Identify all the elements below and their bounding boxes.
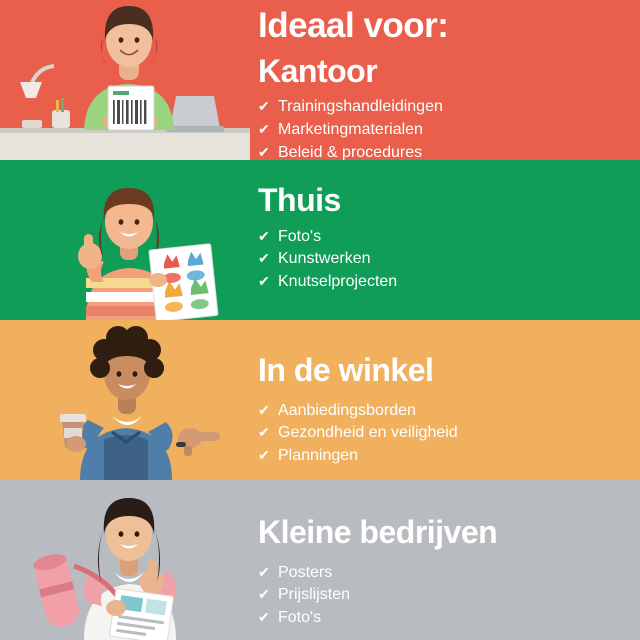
section-thuis [0, 160, 640, 320]
girl-holding-handprint-artwork-photo [0, 160, 250, 320]
check-icon: ✔ [258, 563, 270, 580]
bullet-list-kantoor [258, 96, 640, 160]
content-kantoor [250, 0, 640, 160]
list-item [258, 248, 640, 271]
check-icon: ✔ [258, 143, 270, 160]
check-icon: ✔ [258, 273, 270, 290]
woman-with-coffee-pointing-photo [0, 320, 250, 480]
list-item-label: Trainingshandleidingen [278, 98, 443, 116]
photo-winkel [0, 320, 250, 480]
list-item [258, 422, 640, 445]
content-thuis [250, 160, 640, 294]
heading-kleine-bedrijven: Kleine bedrijven [258, 514, 498, 550]
list-item [258, 607, 640, 630]
check-icon: ✔ [258, 98, 270, 115]
list-item-label: Planningen [278, 447, 359, 465]
woman-holding-booklet-photo [0, 0, 250, 160]
list-item-label: Kunstwerken [278, 250, 371, 268]
bullet-list-winkel [258, 400, 640, 468]
list-item [258, 562, 640, 585]
list-item [258, 96, 640, 119]
list-item [258, 584, 640, 607]
section-in-de-winkel [0, 320, 640, 480]
section-kantoor [0, 0, 640, 160]
list-item [258, 445, 640, 468]
check-icon: ✔ [258, 227, 270, 244]
check-icon: ✔ [258, 401, 270, 418]
list-item-label: Beleid & procedures [278, 143, 423, 160]
list-item [258, 271, 640, 294]
content-kleine-bedrijven [250, 480, 640, 630]
check-icon: ✔ [258, 121, 270, 138]
list-item-label: Marketingmaterialen [278, 121, 423, 139]
list-item [258, 119, 640, 142]
heading-in-de-winkel: In de winkel [258, 352, 434, 388]
list-item-label: Gezondheid en veiligheid [278, 424, 458, 442]
list-item-label: Prijslijsten [278, 586, 351, 604]
page-title: Ideaal voor: [258, 6, 449, 45]
photo-kantoor [0, 0, 250, 160]
list-item-label: Knutselprojecten [278, 273, 398, 291]
list-item-label: Foto's [278, 609, 322, 627]
check-icon: ✔ [258, 424, 270, 441]
check-icon: ✔ [258, 586, 270, 603]
list-item-label: Foto's [278, 227, 322, 245]
check-icon: ✔ [258, 447, 270, 464]
list-item [258, 226, 640, 249]
list-item-label: Posters [278, 563, 333, 581]
bullet-list-thuis [258, 226, 640, 294]
check-icon: ✔ [258, 609, 270, 626]
woman-with-yoga-mat-and-flyer-photo [0, 480, 250, 640]
check-icon: ✔ [258, 250, 270, 267]
section-kleine-bedrijven [0, 480, 640, 640]
heading-thuis: Thuis [258, 182, 341, 218]
content-winkel [250, 320, 640, 468]
list-item-label: Aanbiedingsborden [278, 401, 416, 419]
photo-kleine-bedrijven [0, 480, 250, 640]
photo-thuis [0, 160, 250, 320]
list-item [258, 142, 640, 160]
list-item [258, 400, 640, 423]
bullet-list-kleine-bedrijven [258, 562, 640, 630]
heading-kantoor: Kantoor [258, 52, 378, 89]
